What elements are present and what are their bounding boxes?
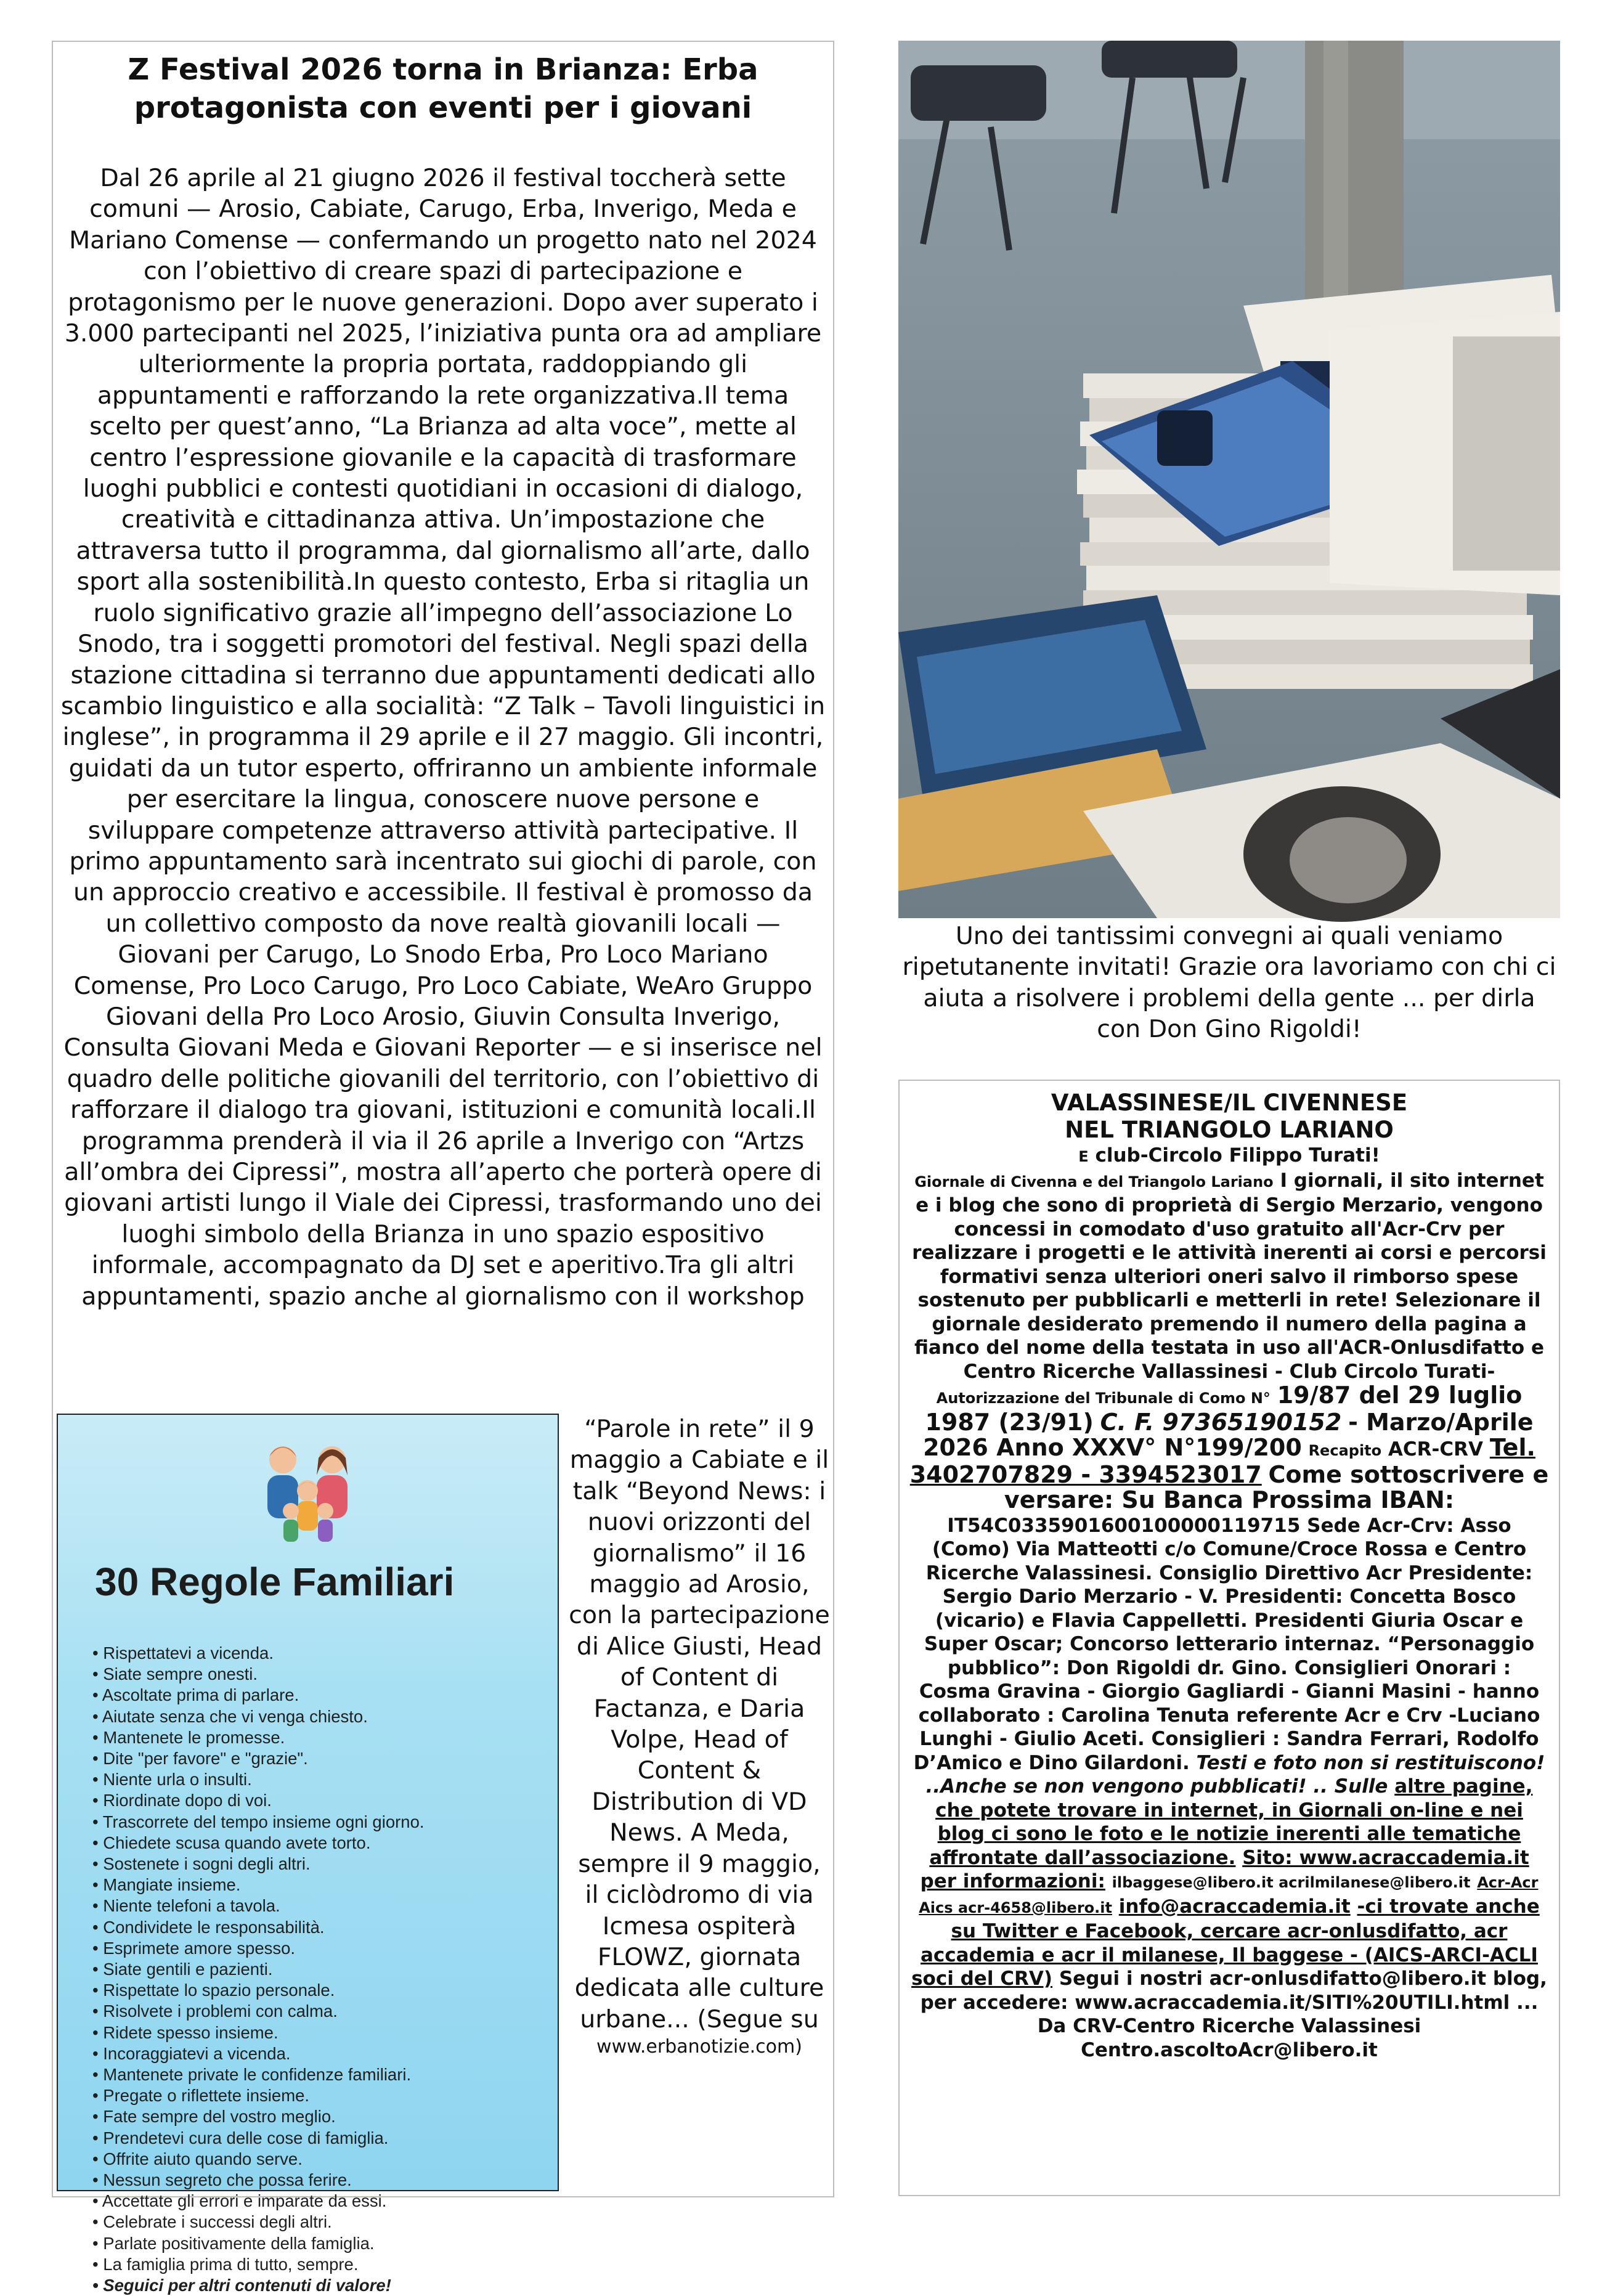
- rule-item: • Aiutate senza che vi venga chiesto.: [92, 1706, 545, 1727]
- colophon-social[interactable]: -ci trovate anche su Twitter e Facebook, cercare acr-onlusdifatto, acr accademia e acr il milanese, Il baggese - (AICS-ARCI-ACLI soci del CRV): [911, 1895, 1540, 1990]
- rule-item: • Rispettate lo spazio personale.: [92, 1980, 545, 2001]
- rule-item: • Condividete le responsabilità.: [92, 1917, 545, 1938]
- rule-item: • Incoraggiatevi a vicenda.: [92, 2043, 545, 2064]
- colophon-club-name: club-Circolo Filippo Turati!: [1095, 1144, 1380, 1166]
- rule-item: • Sostenete i sogni degli altri.: [92, 1854, 545, 1875]
- colophon-subtitle: NEL TRIANGOLO LARIANO: [1065, 1117, 1394, 1143]
- colophon-text: [909, 1169, 1549, 2062]
- rules-title: 30 Regole Familiari: [95, 1560, 455, 1604]
- colophon-notice: Testi e foto non si restituiscono! ..Anche se non vengono pubblicati! .. Sulle: [925, 1751, 1545, 1797]
- article-source-link[interactable]: www.erbanotizie.com): [596, 2036, 802, 2058]
- colophon-other-pages-link[interactable]: altre pagine, che potete trovare in internet, in Giornali on-line e nei blog ci sono le foto e le notizie inerenti alle tematiche affrontate dall’associazione.: [929, 1775, 1533, 1869]
- rule-item: • Dite "per favore" e "grazie".: [92, 1748, 545, 1769]
- rule-item: • Esprimete amore spesso.: [92, 1938, 545, 1959]
- rule-item: • Nessun segreto che possa ferire.: [92, 2170, 545, 2191]
- colophon-email-info[interactable]: info@acraccademia.it: [1118, 1895, 1351, 1918]
- rule-item: • Riordinate dopo di voi.: [92, 1790, 545, 1811]
- rules-list: [92, 1643, 545, 2296]
- rule-item: • Offrite aiuto quando serve.: [92, 2149, 545, 2170]
- rule-item: • Chiedete scusa quando avete torto.: [92, 1833, 545, 1854]
- colophon-subscribe: Come sottoscrivere e versare: Su Banca Prossima IBAN:: [1004, 1460, 1549, 1513]
- rule-item: • Parlate positivamente della famiglia.: [92, 2233, 545, 2254]
- rule-item: • Niente urla o insulti.: [92, 1769, 545, 1790]
- colophon-tax-code: C. F. 97365190152: [1100, 1408, 1342, 1436]
- article-title: Z Festival 2026 torna in Brianza: Erba protagonista con eventi per i giovani: [128, 52, 758, 125]
- rule-item: • Prendetevi cura delle cose di famiglia.: [92, 2128, 545, 2149]
- article-continuation: [568, 1414, 831, 2059]
- conference-books-photo: [898, 41, 1560, 918]
- colophon-details: IT54C0335901600100000119715 Sede Acr-Crv: Asso (Como) Via Matteotti c/o Comune/Croce Rossa e Centro Ricerche Valassinesi. Consiglio Direttivo Acr Presidente: Sergio Dario Merzario - V. Presidenti: Concetta Bosco (vicario) e Flavia Cappelletti. Presidenti Giuria Oscar e Super Oscar; Concorso letterario internaz. “Personaggio pubblico”: Don Rigoldi dr. Gino. Consiglieri Onorari : Cosma Gravina - Giorgio Gagliardi - Gianni Masini - hanno collaborato : Carolina Tenuta referente Acr e Crv -Luciano Lunghi - Giulio Aceti. Consiglieri : Sandra Ferrari, Rodolfo D’Amico e Dino Gilardoni.: [913, 1514, 1540, 1774]
- colophon-email-acr[interactable]: Acr-Acr Aics acr-4658@libero.it: [919, 1874, 1539, 1916]
- rule-item: • Accettate gli errori e imparate da essi.: [92, 2191, 545, 2212]
- rule-item-cta: • Seguici per altri contenuti di valore!: [92, 2275, 545, 2296]
- colophon-authorization: Autorizzazione del Tribunale di Como N°: [936, 1390, 1271, 1407]
- rule-item: • Mangiate insieme.: [92, 1875, 545, 1895]
- colophon-journal-note: Giornale di Civenna e del Triangolo Lariano: [914, 1173, 1274, 1191]
- colophon-site-link[interactable]: Sito: www.acraccademia.it per informazioni:: [920, 1846, 1529, 1892]
- colophon-ownership: I giornali, il sito internet e i blog che sono di proprietà di Sergio Merzario, vengono concessi in comodato d'uso gratuito all'Acr-Crv per realizzare i progetti e le attività inerenti ai corsi e percorsi formativi senza ulteriori oneri salvo il rimborso spese sostenuto per pubblicarli e metterli in rete! Selezionare il giornale desiderato premendo il numero della pagina a fianco del nome della testata in uso all'ACR-Onlusdifatto e Centro Ricerche Vallassinesi - Club Circolo Turati-: [912, 1169, 1547, 1383]
- rule-item: • La famiglia prima di tutto, sempre.: [92, 2254, 545, 2275]
- colophon-phone-link[interactable]: Tel. 3402707829 - 3394523017: [909, 1434, 1535, 1488]
- rule-item: • Pregate o riflettete insieme.: [92, 2085, 545, 2106]
- photo-caption: Uno dei tantissimi convegni ai quali veniamo ripetutanente invitati! Grazie ora lavoriamo con chi ci aiuta a risolvere i problemi della gente ... per dirla con Don Gino Rigoldi!: [902, 922, 1556, 1044]
- family-illustration-icon: [249, 1432, 366, 1549]
- rule-item: • Risolvete i problemi con calma.: [92, 2001, 545, 2022]
- rule-item: • Celebrate i successi degli altri.: [92, 2212, 545, 2233]
- rule-item: • Siate gentili e pazienti.: [92, 1959, 545, 1980]
- colophon-recapito: ACR-CRV: [1388, 1438, 1484, 1460]
- rule-item: • Mantenete le promesse.: [92, 1727, 545, 1748]
- article-body: Dal 26 aprile al 21 giugno 2026 il festival toccherà sette comuni — Arosio, Cabiate, Carugo, Erba, Inverigo, Meda e Mariano Comense — confermando un progetto nato nel 2024 con l’obiettivo di creare spazi di partecipazione e protagonismo per le nuove generazioni. Dopo aver superato i 3.000 partecipanti nel 2025, l’iniziativa punta ora ad ampliare ulteriormente la propria portata, raddoppiando gli appuntamenti e rafforzando la rete organizzativa.Il tema scelto per quest’anno, “La Brianza ad alta voce”, mette al centro l’espressione giovanile e la capacità di trasformare luoghi pubblici e contesti quotidiani in occasioni di dialogo, creatività e cittadinanza attiva. Un’impostazione che attraversa tutto il programma, dal giornalismo all’arte, dallo sport alla sostenibilità.In questo contesto, Erba si ritaglia un ruolo significativo grazie all’impegno dell’associazione Lo Snodo, tra i soggetti promotori del festival. Negli spazi della stazione cittadina si terranno due appuntamenti dedicati allo scambio linguistico e alla socialità: “Z Talk – Tavoli linguistici in inglese”, in programma il 29 aprile e il 27 maggio. Gli incontri, guidati da un tutor esperto, offriranno un ambiente informale per esercitare la lingua, conoscere nuove persone e sviluppare competenze attraverso attività partecipative. Il primo appuntamento sarà incentrato sui giochi di parole, con un approccio creativo e accessibile. Il festival è promosso da un collettivo composto da nove realtà giovanili locali — Giovani per Carugo, Lo Snodo Erba, Pro Loco Mariano Comense, Pro Loco Carugo, Pro Loco Cabiate, WeAro Gruppo Giovani della Pro Loco Arosio, Giuvin Consulta Inverigo, Consulta Giovani Meda e Giovani Reporter — e si inserisce nel quadro delle politiche giovanili del territorio, con l’obiettivo di rafforzare il dialogo tra giovani, istituzioni e comunità locali.Il programma prenderà il via il 26 aprile a Inverigo con “Artzs all’ombra dei Cipressi”, mostra all’aperto che porterà opere di giovani artisti lungo il Viale dei Cipressi, trasformando uno dei luoghi simbolo della Brianza in uno spazio espositivo informale, accompagnato da DJ set e aperitivo.Tra gli altri appuntamenti, spazio anche al giornalismo con il workshop: [60, 164, 826, 1311]
- books-photo-illustration: [898, 41, 1560, 918]
- rule-item: • Trascorrete del tempo insieme ogni giorno.: [92, 1812, 545, 1833]
- rule-item: • Mantenete private le confidenze familiari.: [92, 2064, 545, 2085]
- article-box: [52, 41, 834, 2295]
- colophon-issue: - Marzo/Aprile 2026 Anno XXXV° N°199/200: [923, 1408, 1534, 1461]
- colophon-box: [898, 1080, 1560, 2196]
- family-rules-poster: [57, 1414, 559, 2295]
- rule-item: • Ascoltate prima di parlare.: [92, 1685, 545, 1706]
- colophon-recapito-label: Recapito: [1308, 1442, 1382, 1459]
- colophon-title: VALASSINESE/IL CIVENNESE: [1051, 1089, 1408, 1116]
- rule-item: • Siate sempre onesti.: [92, 1664, 545, 1685]
- colophon-blog: Segui i nostri acr-onlusdifatto@libero.it blog, per accedere: www.acraccademia.it/SITI%20UTILI.html ... Da CRV-Centro Ricerche Valassinesi Centro.ascoltoAcr@libero.it: [920, 1968, 1547, 2061]
- rule-item: • Ridete spesso insieme.: [92, 2022, 545, 2043]
- rule-item: • Niente telefoni a tavola.: [92, 1895, 545, 1916]
- colophon-registration: 19/87 del 29 luglio 1987 (23/91): [925, 1382, 1523, 1436]
- colophon-club-e: E: [1078, 1148, 1089, 1165]
- rule-item: • Rispettatevi a vicenda.: [92, 1643, 545, 1664]
- colophon-emails[interactable]: ilbaggese@libero.it acrilmilanese@libero.it: [1112, 1874, 1471, 1891]
- rule-item: • Fate sempre del vostro meglio.: [92, 2106, 545, 2127]
- colophon-club: [909, 1144, 1549, 1169]
- article-continuation-text: “Parole in rete” il 9 maggio a Cabiate e il talk “Beyond News: i nuovi orizzonti del giornalismo” il 16 maggio ad Arosio, con la partecipazione di Alice Giusti, Head of Content di Factanza, e Daria Volpe, Head of Content & Distribution di VD News. A Meda, sempre il 9 maggio, il ciclòdromo di via Icmesa ospiterà FLOWZ, giornata dedicata alle culture urbane... (Segue su: [569, 1415, 830, 2033]
